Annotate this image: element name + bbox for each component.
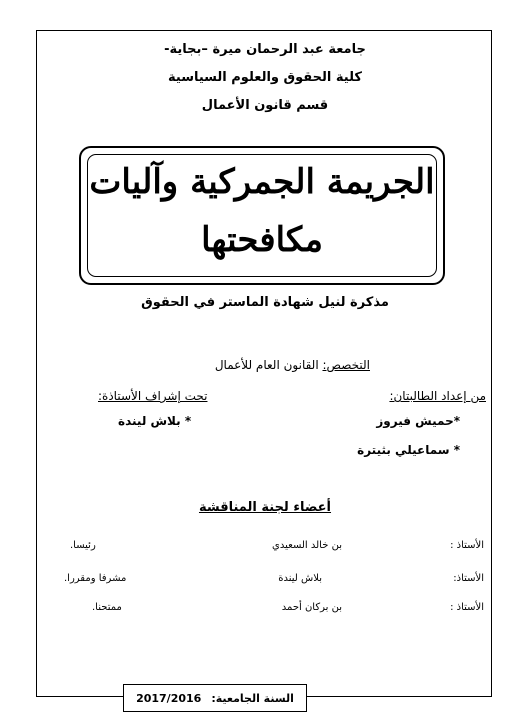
thesis-subtitle: مذكرة لنيل شهادة الماستر في الحقوق xyxy=(141,295,389,310)
member-3-name: بن بركان أحمد xyxy=(281,602,342,613)
member-2-title: الأستاذ: xyxy=(453,573,484,584)
academic-year-box xyxy=(123,684,307,712)
thesis-title-line1: الجريمة الجمركية وآليات xyxy=(89,162,435,202)
specialty-label: التخصص: xyxy=(322,358,370,372)
supervisor-name: * بلاش ليندة xyxy=(118,414,192,428)
student-name-1: *حميش فيروز xyxy=(376,414,460,428)
students-heading: من إعداد الطالبتان: xyxy=(389,389,486,403)
specialty-value: القانون العام للأعمال xyxy=(214,358,323,372)
academic-year-value: 2017/2016 xyxy=(136,691,202,705)
member-3-title: الأستاذ : xyxy=(450,602,484,613)
department-name: قسم قانون الأعمال xyxy=(201,98,329,113)
faculty-name: كلية الحقوق والعلوم السياسية xyxy=(168,70,362,85)
member-1-role: رئيسا. xyxy=(70,540,96,551)
member-3-role: ممتحنا. xyxy=(92,602,122,613)
thesis-title-line2: مكافحتها xyxy=(201,220,323,260)
university-name: جامعة عبد الرحمان ميرة –بجاية- xyxy=(164,42,366,57)
member-2-role: مشرفا ومقررا. xyxy=(64,573,127,584)
member-2-name: بلاش ليندة xyxy=(278,573,322,584)
title-frame xyxy=(79,146,445,285)
student-name-2: * سماعيلي بثيترة xyxy=(357,443,460,457)
member-1-title: الأستاذ : xyxy=(450,540,484,551)
member-1-name: بن خالد السعيدي xyxy=(272,540,342,551)
specialty-line xyxy=(215,358,370,372)
academic-year-label: السنة الجامعية: xyxy=(211,691,294,705)
committee-heading: أعضاء لجنة المناقشة xyxy=(198,500,332,515)
supervisor-heading: تحت إشراف الأستاذة: xyxy=(98,389,208,403)
